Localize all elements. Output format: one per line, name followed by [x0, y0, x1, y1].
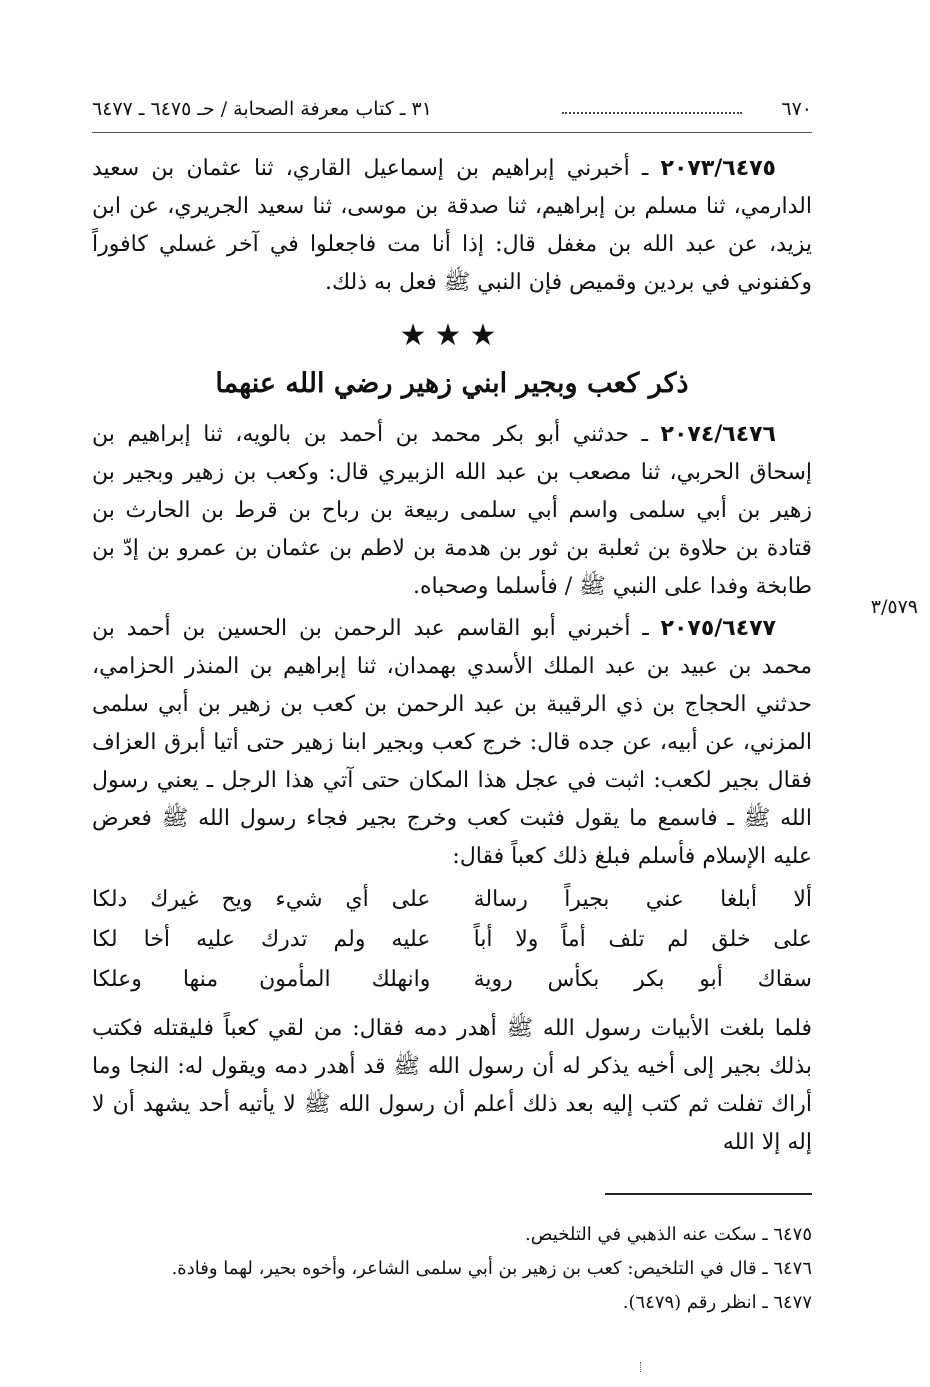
header-rule — [92, 132, 812, 133]
footnotes — [92, 1218, 812, 1320]
page-number: ٦٧٠ — [781, 98, 812, 120]
footnote-6475: ٦٤٧٥ ـ سكت عنه الذهبي في التلخيص. — [525, 1224, 812, 1245]
footnote-rule — [605, 1193, 812, 1195]
verse-first-hemistich: على خلق لم تلف أماً ولا أباً — [473, 927, 812, 952]
hadith-6476 — [92, 416, 812, 606]
poem-verse — [92, 920, 812, 960]
poem-verse — [92, 960, 812, 1000]
section-separator-stars: ★★★ — [399, 318, 505, 353]
page-header — [92, 92, 812, 126]
poem — [92, 880, 812, 1000]
section-title: ذكر كعب وبجير ابني زهير رضي الله عنهما — [215, 368, 689, 399]
hadith-number: ٢٠٧٤/٦٤٧٦ — [660, 422, 776, 447]
footnote-6477: ٦٤٧٧ ـ انظر رقم (٦٤٧٩). — [622, 1292, 812, 1313]
verse-second-hemistich: عليه ولم تدرك عليه أخا لكا — [92, 927, 431, 952]
verse-first-hemistich: سقاك أبو بكر بكأس روية — [473, 967, 812, 992]
footnote-6476: ٦٤٧٦ ـ قال في التلخيص: كعب بن زهير بن أبي سلمى الشاعر، وأخوه بحير، لهما وفادة. — [171, 1258, 812, 1279]
narrative-continuation: فلما بلغت الأبيات رسول الله ﷺ أهدر دمه فقال: من لقي كعباً فليقتله فكتب بذلك بجير إلى أخيه يذكر له أن رسول الله ﷺ قد أهدر دمه ويقول له: النجا وما أراك تفلت ثم كتب إليه بعد ذلك أعلم أن رسول الله ﷺ لا يأتيه أحد يشهد أن لا إله إلا الله — [92, 1016, 812, 1155]
hadith-number: ٢٠٧٥/٦٤٧٧ — [660, 616, 776, 641]
running-title: ٣١ ـ كتاب معرفة الصحابة / حـ ٦٤٧٥ ـ ٦٤٧٧ — [92, 98, 432, 120]
verse-second-hemistich: وانهلك المأمون منها وعلكا — [92, 967, 431, 992]
hadith-6477 — [92, 610, 812, 876]
main-text — [92, 150, 812, 1166]
hadith-6475 — [92, 150, 812, 302]
hadith-text: ـ حدثني أبو بكر محمد بن أحمد بن بالويه، ثنا إبراهيم بن إسحاق الحربي، ثنا مصعب بن عبد الله الزبيري قال: وكعب بن زهير وبجير بن زهير بن أبي سلمى واسم أبي سلمى ربيعة بن رباح بن قرط بن الحارث بن قتادة بن حلاوة بن ثعلبة بن ثور بن هدمة بن لاطم بن عثمان بن عمرو بن إدّ بن طابخة وفدا على النبي ﷺ / فأسلما وصحباه. — [92, 422, 812, 599]
margin-volume-page-ref: ٣/٥٧٩ — [870, 596, 918, 618]
hadith-text: ـ أخبرني إبراهيم بن إسماعيل القاري، ثنا عثمان بن سعيد الدارمي، ثنا مسلم بن إبراهيم، ثنا صدقة بن موسى، ثنا سعيد الجريري، عن ابن يزيد، عن عبد الله بن مغفل قال: إذا أنا مت فاجعلوا في آخر غسلي كافوراً وكفنوني في بردين وقميص فإن النبي ﷺ فعل به ذلك. — [92, 156, 812, 295]
verse-second-hemistich: على أي شيء ويح غيرك دلكا — [92, 887, 431, 912]
header-leader-dots — [562, 112, 742, 114]
poem-verse — [92, 880, 812, 920]
hadith-number: ٢٠٧٣/٦٤٧٥ — [660, 156, 776, 181]
print-mark — [640, 1362, 644, 1372]
hadith-text: ـ أخبرني أبو القاسم عبد الرحمن بن الحسين بن أحمد بن محمد بن عبيد بن عبد الملك الأسدي بهمدان، ثنا إبراهيم بن المنذر الحزامي، حدثني الحجاج بن ذي الرقيبة بن عبد الرحمن بن كعب بن زهير بن أبي سلمى المزني، عن أبيه، عن جده قال: خرج كعب وبجير ابنا زهير حتى أتيا أبرق العزاف فقال بجير لكعب: اثبت في عجل هذا المكان حتى آتي هذا الرجل ـ يعني رسول الله ﷺ ـ فاسمع ما يقول فثبت كعب وخرج بجير فجاء رسول الله ﷺ فعرض عليه الإسلام فأسلم فبلغ ذلك كعباً فقال: — [92, 616, 812, 869]
verse-first-hemistich: ألا أبلغا عني بجيراً رسالة — [473, 887, 812, 912]
